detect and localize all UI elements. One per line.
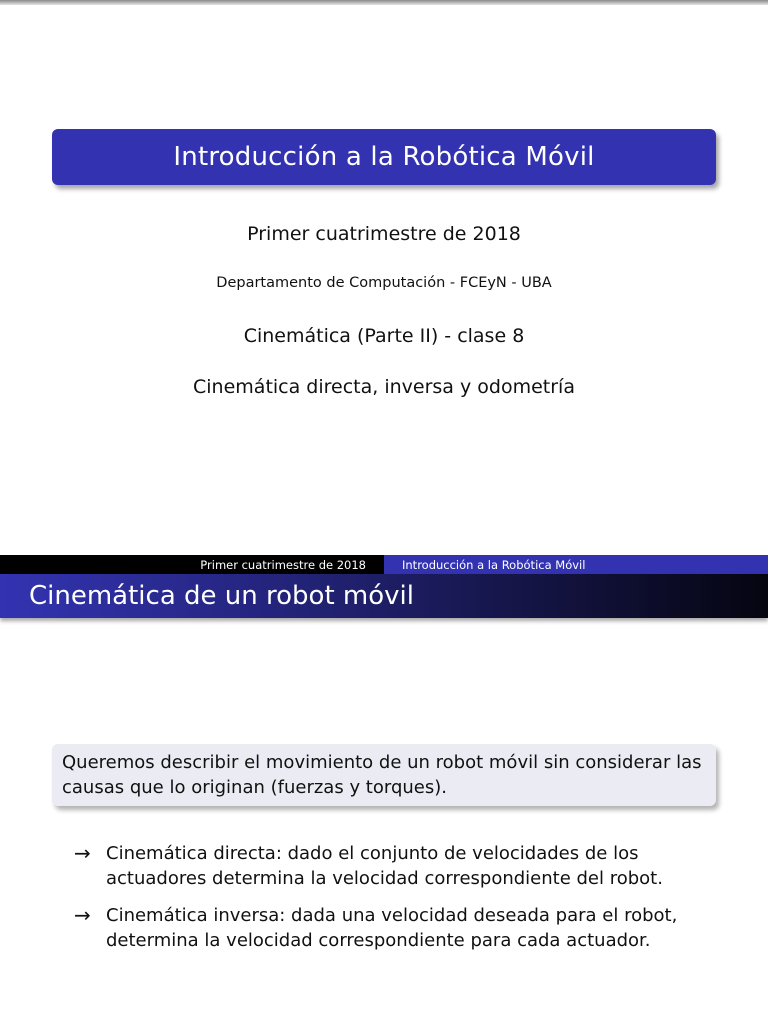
title-slide [0, 5, 768, 555]
department-line: Departamento de Computación - FCEyN - UBA [216, 275, 552, 291]
definition-block [52, 744, 716, 806]
topic-line: Cinemática (Parte II) - clase 8 [243, 325, 525, 347]
headline-left-section [0, 555, 384, 574]
slide-headline-bar [0, 555, 768, 574]
headline-title: Introducción a la Robótica Móvil [402, 557, 586, 572]
subtitle-line: Cinemática directa, inversa y odometría [193, 376, 575, 398]
headline-right-section [384, 555, 768, 574]
frame-title: Cinemática de un robot móvil [29, 581, 414, 611]
semester-line: Primer cuatrimestre de 2018 [247, 223, 521, 245]
definition-text: Queremos describir el movimiento de un robot móvil sin considerar las causas que lo originan (fuerzas y torques). [62, 752, 702, 798]
bullet-text: Cinemática directa: dado el conjunto de velocidades de los actuadores determina la velocidad correspondiente del robot. [106, 843, 663, 889]
arrow-right-icon: → [74, 841, 91, 865]
presentation-title-box [52, 129, 716, 185]
presentation-title: Introducción a la Robótica Móvil [173, 142, 595, 172]
arrow-right-icon: → [74, 903, 91, 927]
bullet-text: Cinemática inversa: dada una velocidad deseada para el robot, determina la velocidad correspondiente para cada actuador. [106, 905, 678, 951]
bullet-item-inverse-kinematics [74, 903, 714, 953]
frame-title-bar [0, 574, 768, 618]
bullet-item-direct-kinematics [74, 841, 714, 891]
headline-semester: Primer cuatrimestre de 2018 [200, 557, 366, 572]
bullet-list [74, 841, 714, 965]
